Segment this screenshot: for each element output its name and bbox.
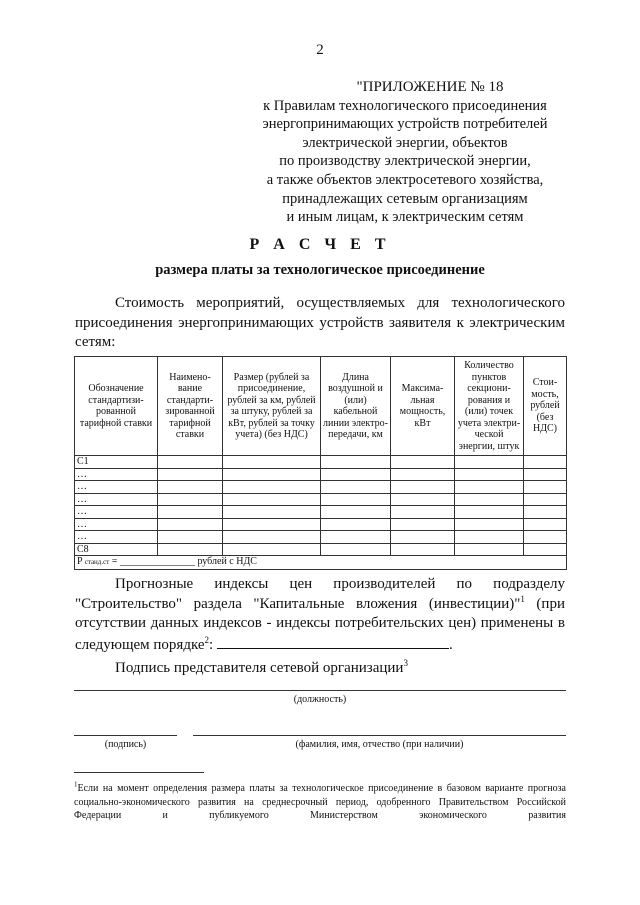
- column-header: Максима-льная мощность, кВт: [391, 357, 455, 456]
- table-row: [75, 531, 567, 544]
- appendix-line: энергопринимающих устройств потребителей: [262, 116, 548, 133]
- column-header: Размер (рублей за присоединение, рублей за км, рублей за штуку, рублей за кВт, рублей за точку учета) (без НДС): [223, 357, 321, 456]
- column-header: Длина воздушной и (или) кабельной линии электро-передачи, км: [321, 357, 391, 456]
- signature-line: [74, 735, 177, 736]
- footnote-ref: 1: [520, 593, 525, 604]
- appendix-line: а также объектов электросетевого хозяйства,: [266, 171, 544, 188]
- appendix-line: принадлежащих сетевым организациям: [282, 190, 528, 207]
- forecast-paragraph: [75, 575, 565, 655]
- formula-subscript: станд.ст: [84, 558, 110, 566]
- table-row: [75, 493, 567, 506]
- total-formula-row: [75, 556, 567, 570]
- formula-blank: _______________: [119, 556, 195, 567]
- cost-paragraph: [75, 294, 565, 353]
- rate-code-cell: …: [75, 468, 158, 481]
- rate-code-cell: …: [75, 493, 158, 506]
- page-number: 2: [316, 42, 324, 58]
- table-row: [75, 456, 567, 469]
- appendix-line: электрической энергии, объектов: [302, 134, 508, 151]
- rate-code-cell: …: [75, 531, 158, 544]
- table-row: [75, 506, 567, 519]
- rate-code-cell: …: [75, 506, 158, 519]
- position-line: [74, 690, 566, 691]
- forecast-order-blank: [217, 634, 449, 649]
- appendix-line: и иным лицам, к электрическим сетям: [286, 209, 524, 226]
- footnote-divider: [74, 772, 204, 773]
- forecast-colon: :: [209, 636, 214, 653]
- cost-paragraph-text: Стоимость мероприятий, осуществляемых для технологического присоединения энергопринимающих устройств заявителя к электрическим сетям:: [75, 295, 565, 350]
- forecast-end: .: [448, 636, 453, 653]
- column-header: Наимено-вание стандарти-зированной тарифной ставки: [158, 357, 223, 456]
- footnote-ref: 3: [403, 658, 408, 668]
- table-row: [75, 481, 567, 494]
- formula-equals: =: [111, 556, 118, 567]
- tariff-table: [74, 356, 567, 570]
- footnote-marker: 1: [74, 780, 78, 789]
- table-row: [75, 468, 567, 481]
- signature-label: [115, 660, 408, 677]
- table-header-row: [75, 357, 567, 456]
- rate-code-cell: …: [75, 481, 158, 494]
- name-line: [193, 735, 566, 736]
- formula-suffix: рублей с НДС: [197, 556, 257, 567]
- rate-code-cell: …: [75, 518, 158, 531]
- name-caption: (фамилия, имя, отчество (при наличии): [295, 739, 464, 750]
- signature-label-text: Подпись представителя сетевой организации: [115, 660, 404, 676]
- appendix-heading: "ПРИЛОЖЕНИЕ № 18: [356, 79, 504, 95]
- appendix-line: по производству электрической энергии,: [279, 153, 531, 170]
- table-row: [75, 518, 567, 531]
- position-caption: (должность): [293, 694, 347, 705]
- appendix-line: к Правилам технологического присоединения: [263, 97, 547, 114]
- forecast-text: Прогнозные индексы цен производителей по подразделу "Строительство" раздела "Капитальные вложения (инвестиции)": [75, 576, 565, 612]
- footnote-text: Если на момент определения размера платы за технологическое присоединение в базовом варианте прогноза социально-экономического развития на среднесрочный период, одобренного Правительством Российской Федерации и публикуемого Министерством экономического развития: [74, 783, 566, 821]
- document-subtitle: размера платы за технологическое присоединение: [155, 262, 485, 278]
- appendix-header: [250, 78, 560, 227]
- table-row: [75, 543, 567, 556]
- formula-prefix: P: [77, 556, 83, 567]
- column-header: Стои-мость, рублей (без НДС): [524, 357, 567, 456]
- rate-code-cell: C8: [75, 543, 158, 556]
- rate-code-cell: C1: [75, 456, 158, 469]
- column-header: Обозначение стандартизи-рованной тарифной ставки: [75, 357, 158, 456]
- document-title: Р А С Ч Е Т: [249, 236, 391, 253]
- signature-caption: (подпись): [104, 739, 147, 750]
- forecast-text-2: (при отсутствии данных индексов - индексы потребительских цен) применены в следующем порядке: [75, 595, 565, 653]
- footnote: [74, 782, 566, 823]
- footnote-ref: 2: [204, 634, 210, 645]
- column-header: Количество пунктов секциони-рования и (или) точек учета электри-ческой энергии, штук: [455, 357, 524, 456]
- total-formula-cell: [75, 556, 567, 570]
